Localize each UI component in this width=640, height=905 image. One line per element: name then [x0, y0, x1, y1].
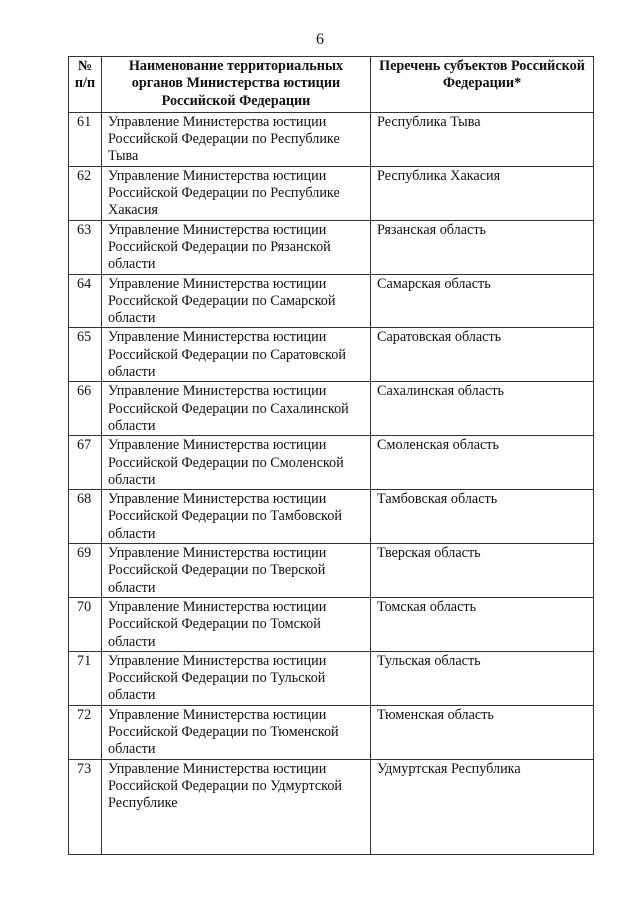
table-row	[69, 651, 594, 705]
row-body-name: Управление Министерства юстиции Российской Федерации по Тюменской области	[102, 705, 371, 759]
row-subject: Томская область	[371, 597, 594, 651]
row-number: 61	[69, 112, 102, 166]
table-row	[69, 220, 594, 274]
row-number: 71	[69, 651, 102, 705]
row-body-name: Управление Министерства юстиции Российской Федерации по Сахалинской области	[102, 382, 371, 436]
table-row	[69, 274, 594, 328]
row-subject: Удмуртская Республика	[371, 759, 594, 854]
row-body-name: Управление Министерства юстиции Российской Федерации по Республике Тыва	[102, 112, 371, 166]
table-header-row	[69, 57, 594, 113]
row-body-name: Управление Министерства юстиции Российской Федерации по Тамбовской области	[102, 490, 371, 544]
row-subject: Республика Тыва	[371, 112, 594, 166]
row-subject: Саратовская область	[371, 328, 594, 382]
table-row	[69, 328, 594, 382]
row-subject: Тульская область	[371, 651, 594, 705]
row-number: 70	[69, 597, 102, 651]
row-body-name: Управление Министерства юстиции Российской Федерации по Саратовской области	[102, 328, 371, 382]
row-body-name: Управление Министерства юстиции Российской Федерации по Республике Хакасия	[102, 166, 371, 220]
row-body-name: Управление Министерства юстиции Российской Федерации по Удмуртской Республике	[102, 759, 371, 854]
table-row	[69, 544, 594, 598]
row-number: 68	[69, 490, 102, 544]
table-row	[69, 112, 594, 166]
table-row	[69, 705, 594, 759]
territorial-bodies-table	[68, 56, 594, 855]
row-body-name: Управление Министерства юстиции Российской Федерации по Смоленской области	[102, 436, 371, 490]
row-number: 69	[69, 544, 102, 598]
row-number: 66	[69, 382, 102, 436]
header-subjects: Перечень субъектов Российской Федерации*	[371, 57, 594, 113]
row-subject: Рязанская область	[371, 220, 594, 274]
header-number: № п/п	[69, 57, 102, 113]
row-number: 63	[69, 220, 102, 274]
row-body-name: Управление Министерства юстиции Российской Федерации по Томской области	[102, 597, 371, 651]
row-number: 67	[69, 436, 102, 490]
row-body-name: Управление Министерства юстиции Российской Федерации по Самарской области	[102, 274, 371, 328]
table-row	[69, 759, 594, 854]
row-subject: Самарская область	[371, 274, 594, 328]
row-subject: Республика Хакасия	[371, 166, 594, 220]
row-subject: Сахалинская область	[371, 382, 594, 436]
row-number: 65	[69, 328, 102, 382]
row-subject: Смоленская область	[371, 436, 594, 490]
row-body-name: Управление Министерства юстиции Российской Федерации по Тверской области	[102, 544, 371, 598]
row-number: 72	[69, 705, 102, 759]
row-subject: Тюменская область	[371, 705, 594, 759]
row-number: 64	[69, 274, 102, 328]
row-number: 73	[69, 759, 102, 854]
row-body-name: Управление Министерства юстиции Российской Федерации по Тульской области	[102, 651, 371, 705]
page-number: 6	[316, 31, 324, 48]
row-subject: Тверская область	[371, 544, 594, 598]
table-row	[69, 597, 594, 651]
header-body-name: Наименование территориальных органов Министерства юстиции Российской Федерации	[102, 57, 371, 113]
table-row	[69, 382, 594, 436]
row-subject: Тамбовская область	[371, 490, 594, 544]
row-number: 62	[69, 166, 102, 220]
table-row	[69, 166, 594, 220]
table-row	[69, 490, 594, 544]
row-body-name: Управление Министерства юстиции Российской Федерации по Рязанской области	[102, 220, 371, 274]
table-row	[69, 436, 594, 490]
